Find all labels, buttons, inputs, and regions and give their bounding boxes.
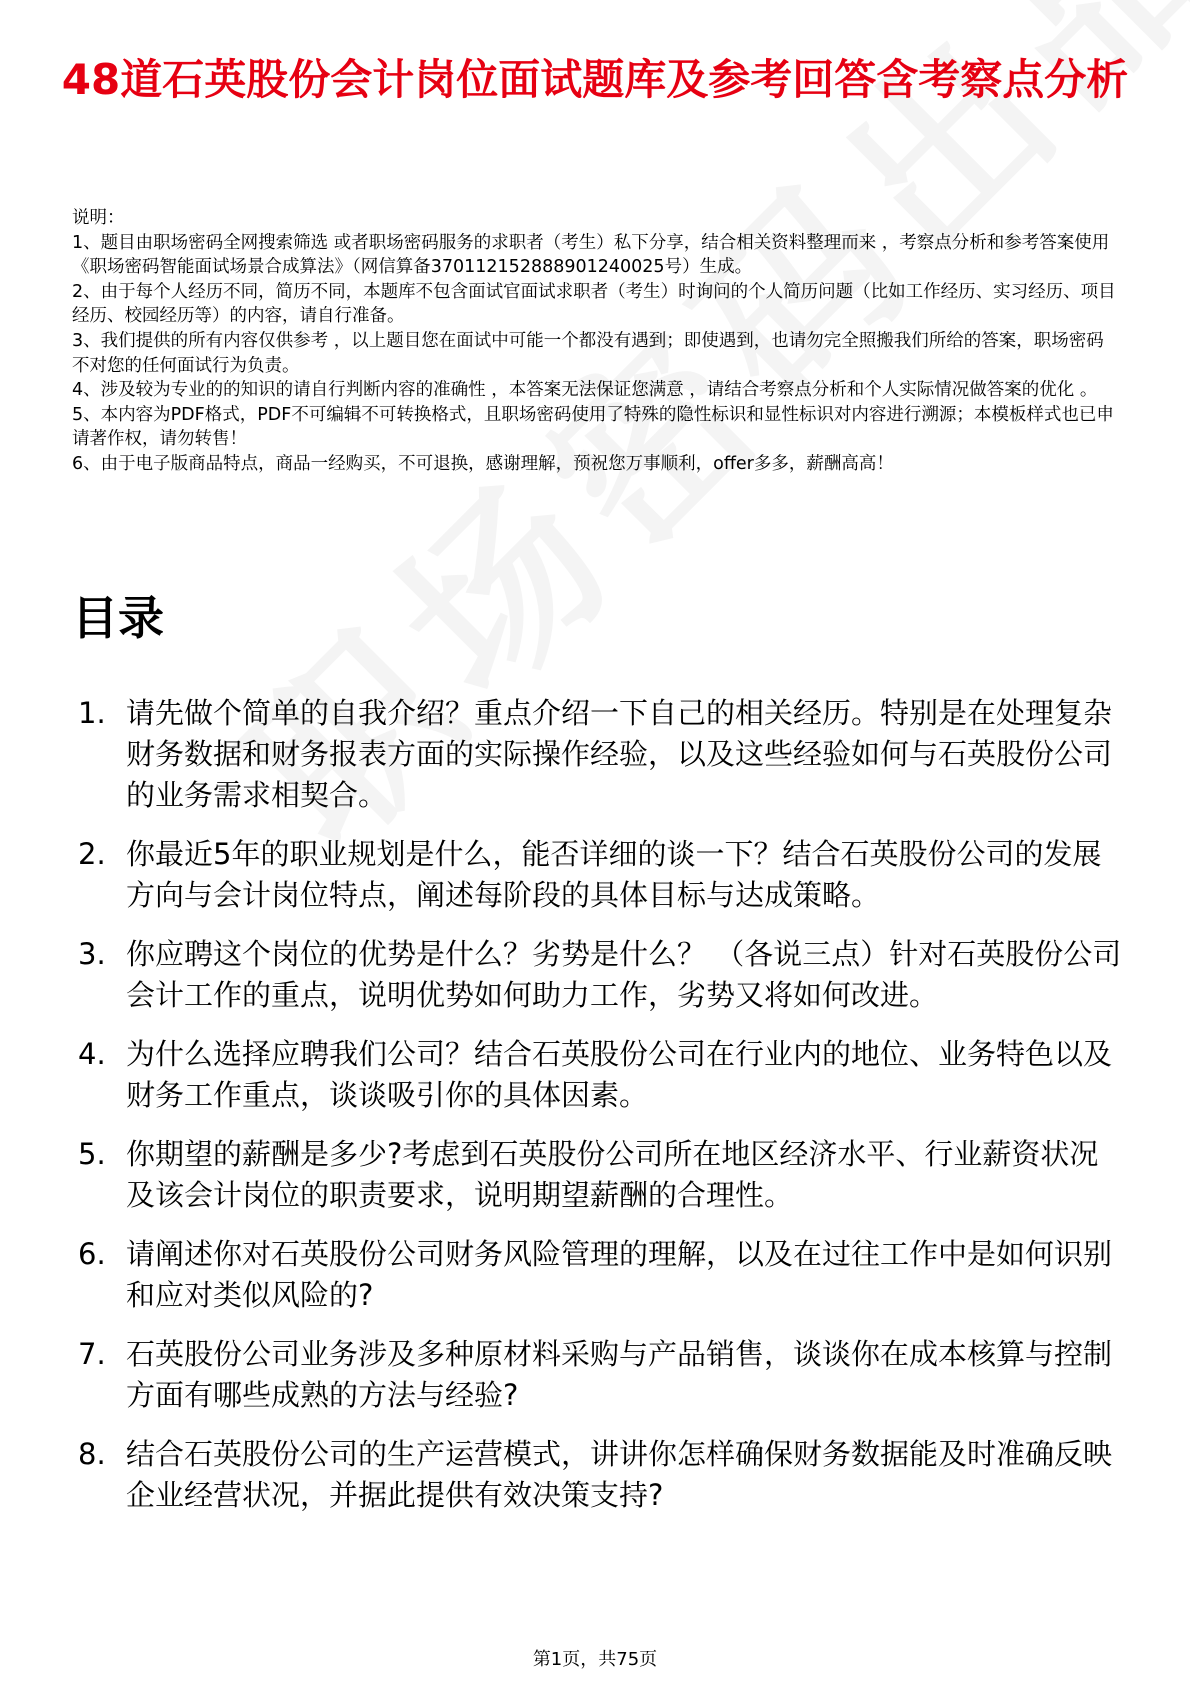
note-item: 5、本内容为PDF格式，PDF不可编辑不可转换格式，且职场密码使用了特殊的隐性标识和显性标识对内容进行溯源；本模板样式也已申请著作权，请勿转售！ bbox=[72, 404, 1114, 450]
toc-item-text[interactable]: 结合石英股份公司的生产运营模式，讲讲你怎样确保财务数据能及时准确反映企业经营状况，并据此提供有效决策支持? bbox=[126, 1437, 1113, 1512]
toc-heading: 目录 bbox=[72, 591, 164, 645]
note-item: 2、由于每个人经历不同，简历不同，本题库不包含面试官面试求职者（考生）时询问的个人简历问题（比如工作经历、实习经历、项目经历、校园经历等）的内容，请自行准备。 bbox=[72, 281, 1116, 327]
toc-item[interactable] bbox=[72, 1134, 1122, 1216]
notes-heading: 说明： bbox=[72, 208, 125, 228]
toc-item[interactable] bbox=[72, 834, 1122, 916]
note-item: 6、由于电子版商品特点，商品一经购买，不可退换，感谢理解，预祝您万事顺利，offer多多，薪酬高高！ bbox=[72, 453, 894, 474]
toc-item[interactable] bbox=[72, 1334, 1122, 1416]
toc-item-text[interactable]: 你应聘这个岗位的优势是什么？劣势是什么？ （各说三点）针对石英股份公司会计工作的重点，说明优势如何助力工作，劣势又将如何改进。 bbox=[126, 937, 1122, 1012]
toc-item[interactable] bbox=[72, 934, 1122, 1016]
toc-item-number: 5. bbox=[78, 1137, 106, 1171]
toc-item-number: 4. bbox=[78, 1037, 106, 1071]
toc-item-number: 6. bbox=[78, 1237, 106, 1271]
toc-item-number: 3. bbox=[78, 937, 106, 971]
toc-item-text[interactable]: 为什么选择应聘我们公司？结合石英股份公司在行业内的地位、业务特色以及财务工作重点，谈谈吸引你的具体因素。 bbox=[126, 1037, 1113, 1112]
page-footer: 第1页，共75页 bbox=[532, 1649, 658, 1670]
toc-item[interactable] bbox=[72, 1234, 1122, 1316]
toc-item-number: 7. bbox=[78, 1337, 106, 1371]
note-item: 3、我们提供的所有内容仅供参考 ，以上题目您在面试中可能一个都没有遇到；即使遇到，也请勿完全照搬我们所给的答案，职场密码不对您的任何面试行为负责。 bbox=[72, 330, 1104, 376]
toc-item-text[interactable]: 请先做个简单的自我介绍？重点介绍一下自己的相关经历。特别是在处理复杂财务数据和财务报表方面的实际操作经验，以及这些经验如何与石英股份公司的业务需求相契合。 bbox=[126, 696, 1113, 812]
toc-item-number: 2. bbox=[78, 837, 106, 871]
toc-item[interactable] bbox=[72, 1434, 1122, 1516]
toc-item-text[interactable]: 请阐述你对石英股份公司财务风险管理的理解，以及在过往工作中是如何识别和应对类似风险的? bbox=[126, 1237, 1113, 1312]
toc-item-number: 1. bbox=[78, 696, 106, 730]
toc-item-number: 8. bbox=[78, 1437, 106, 1471]
note-item: 1、题目由职场密码全网搜索筛选 或者职场密码服务的求职者（考生）私下分享，结合相关资料整理而来 ，考察点分析和参考答案使用《职场密码智能面试场景合成算法》（网信算备370112152888901240025号）生成。 bbox=[72, 232, 1110, 278]
toc-item-text[interactable]: 你期望的薪酬是多少?考虑到石英股份公司所在地区经济水平、行业薪资状况及该会计岗位的职责要求，说明期望薪酬的合理性。 bbox=[126, 1137, 1099, 1212]
notes-section bbox=[72, 206, 1118, 477]
toc-item[interactable] bbox=[72, 693, 1122, 816]
toc-item-text[interactable]: 你最近5年的职业规划是什么，能否详细的谈一下？结合石英股份公司的发展方向与会计岗位特点，阐述每阶段的具体目标与达成策略。 bbox=[126, 837, 1102, 912]
toc-list bbox=[72, 693, 1122, 1534]
toc-item[interactable] bbox=[72, 1034, 1122, 1116]
document-title: 48道石英股份会计岗位面试题库及参考回答含考察点分析 bbox=[61, 55, 1129, 104]
toc-item-text[interactable]: 石英股份公司业务涉及多种原材料采购与产品销售，谈谈你在成本核算与控制方面有哪些成熟的方法与经验? bbox=[126, 1337, 1113, 1412]
note-item: 4、涉及较为专业的的知识的请自行判断内容的准确性 ，本答案无法保证您满意 ，请结合考察点分析和个人实际情况做答案的优化 。 bbox=[72, 380, 1098, 401]
